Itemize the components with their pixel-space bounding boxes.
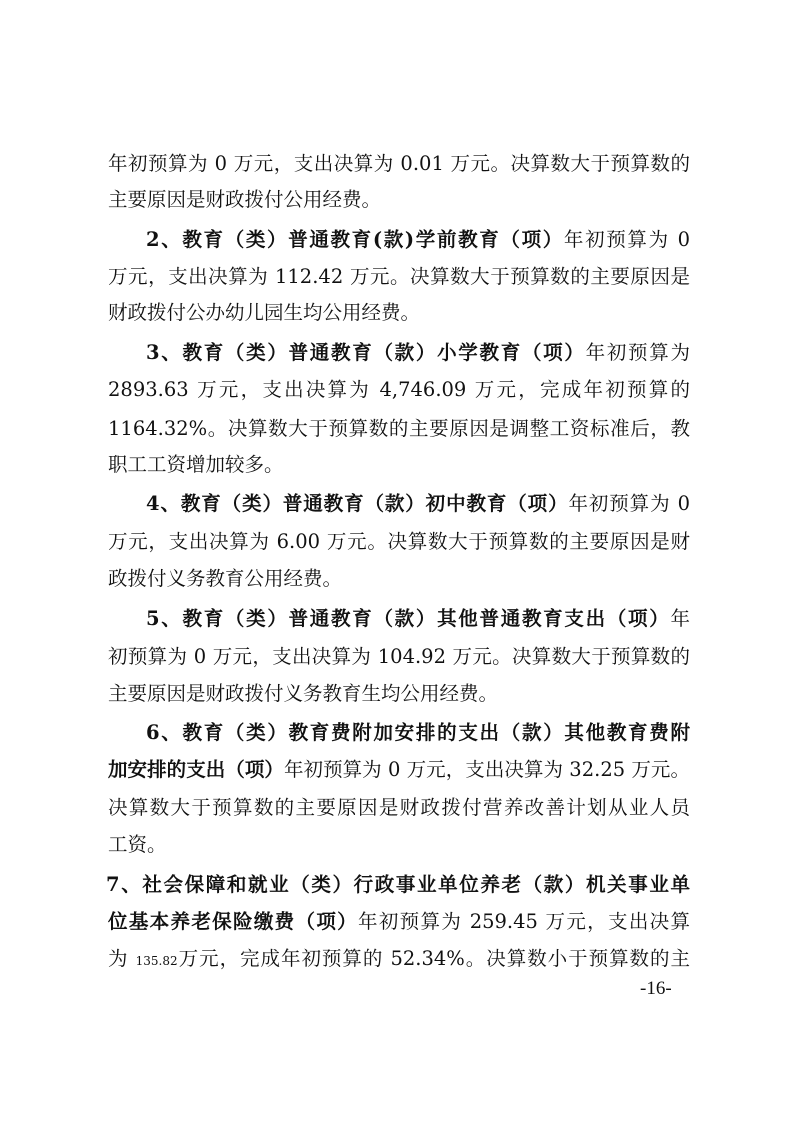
text-line: 工资。 bbox=[108, 833, 167, 856]
paragraph-2-first-line bbox=[146, 223, 690, 257]
paragraph-4-first-line bbox=[146, 487, 690, 521]
item-heading: 3、教育（类）普通教育（款）小学教育（项） bbox=[146, 341, 586, 364]
text-span: 年初预算为 0 bbox=[563, 228, 690, 251]
page-number: -16- bbox=[640, 978, 672, 999]
text-line: 决算数大于预算数的主要原因是财政拨付营养改善计划从业人员 bbox=[108, 796, 690, 819]
text-line: 职工工资增加较多。 bbox=[108, 453, 284, 476]
item-heading: 2、教育（类）普通教育(款)学前教育（项） bbox=[146, 228, 564, 251]
paragraph-6-second-line bbox=[108, 753, 690, 787]
item-heading: 4、教育（类）普通教育（款）初中教育（项） bbox=[146, 492, 569, 515]
text-span: 年初预算为 bbox=[585, 341, 690, 364]
item-heading: 7、社会保障和就业（类）行政事业单位养老（款）机关事业单 bbox=[106, 873, 690, 896]
text-line: 2893.63 万元，支出决算为 4,746.09 万元，完成年初预算的 bbox=[108, 378, 690, 401]
text-line: 万元，支出决算为 6.00 万元。决算数大于预算数的主要原因是财 bbox=[108, 530, 690, 553]
text-line: 1164.32%。决算数大于预算数的主要原因是调整工资标准后，教 bbox=[108, 417, 690, 440]
paragraph-7-third-line bbox=[108, 942, 690, 976]
paragraph-7-second-line bbox=[108, 905, 690, 939]
paragraph-3-first-line bbox=[146, 336, 690, 370]
text-line: 政拨付义务教育公用经费。 bbox=[108, 567, 343, 590]
item-heading: 6、教育（类）教育费附加安排的支出（款）其他教育费附 bbox=[146, 721, 690, 744]
text-span: 万元，完成年初预算的 52.34%。决算数小于预算数的主 bbox=[177, 947, 690, 970]
text-line: 主要原因是财政拨付义务教育生均公用经费。 bbox=[108, 682, 499, 705]
text-line: 万元，支出决算为 112.42 万元。决算数大于预算数的主要原因是 bbox=[108, 265, 690, 288]
text-line: 财政拨付公办幼儿园生均公用经费。 bbox=[108, 301, 421, 324]
text-span: 年初预算为 0 万元，支出决算为 32.25 万元。 bbox=[283, 758, 690, 781]
text-line: 年初预算为 0 万元，支出决算为 0.01 万元。决算数大于预算数的 bbox=[108, 152, 690, 175]
text-span: 年初预算为 259.45 万元，支出决算 bbox=[358, 910, 690, 933]
item-heading-continued: 加安排的支出（项） bbox=[108, 758, 284, 781]
text-span: 为 bbox=[108, 947, 129, 970]
text-line: 初预算为 0 万元，支出决算为 104.92 万元。决算数大于预算数的 bbox=[108, 645, 690, 668]
item-heading-continued: 位基本养老保险缴费（项） bbox=[108, 910, 359, 933]
item-heading: 5、教育（类）普通教育（款）其他普通教育支出（项） bbox=[146, 607, 671, 630]
text-line: 主要原因是财政拨付公用经费。 bbox=[108, 188, 382, 211]
paragraph-5-first-line bbox=[146, 602, 690, 636]
small-number: 135.82 bbox=[135, 954, 178, 968]
text-span: 年初预算为 0 bbox=[568, 492, 690, 515]
text-span: 年 bbox=[670, 607, 690, 630]
